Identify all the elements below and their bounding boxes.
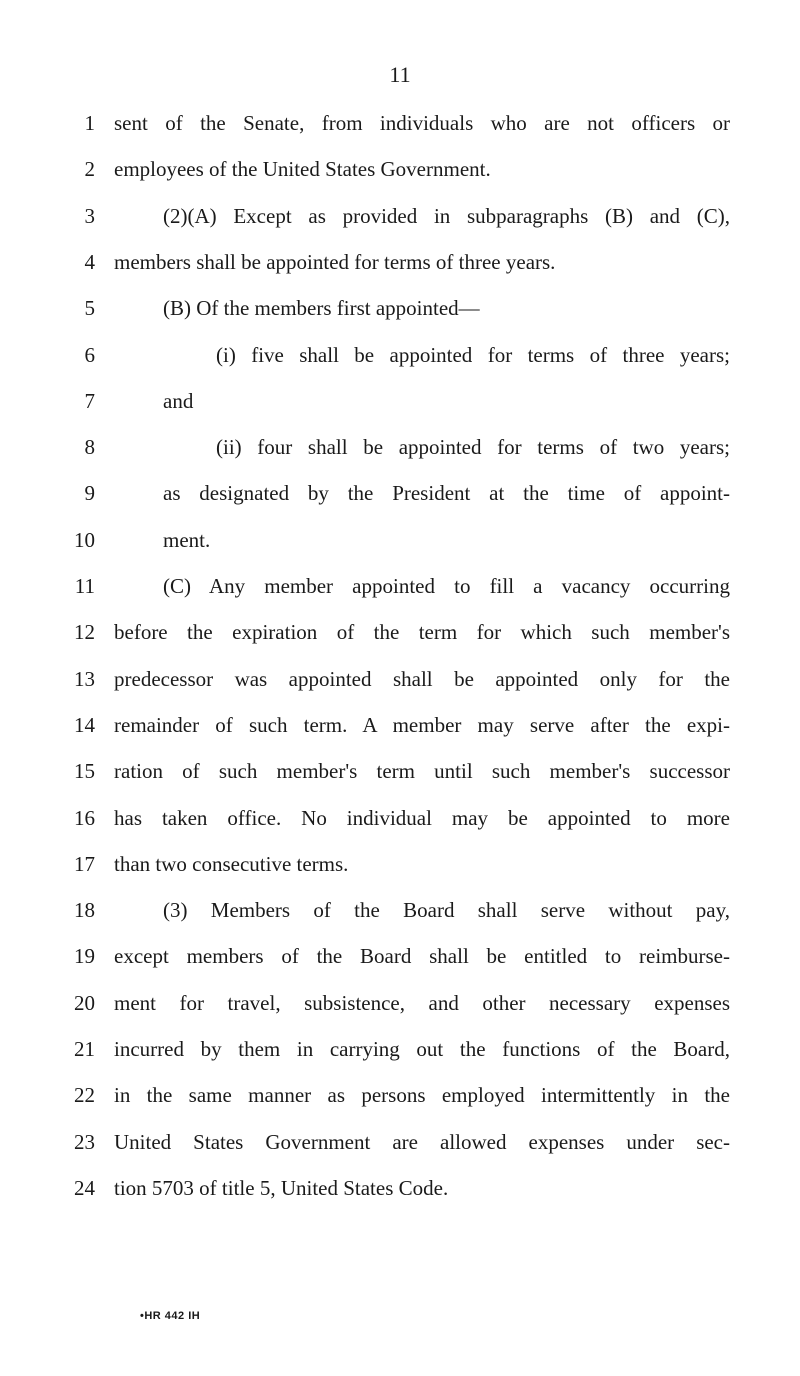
line-number: 17 bbox=[74, 851, 95, 876]
line-text: ment for travel, subsistence, and other necessary expenses bbox=[114, 990, 730, 1015]
line-number: 22 bbox=[74, 1083, 95, 1108]
bill-line bbox=[0, 756, 800, 786]
line-text: members shall be appointed for terms of three years. bbox=[114, 249, 556, 274]
line-number: 18 bbox=[74, 898, 95, 923]
line-text: remainder of such term. A member may serve after the expi- bbox=[114, 712, 730, 737]
line-number: 20 bbox=[74, 990, 95, 1015]
bill-line bbox=[0, 525, 800, 555]
line-text: (C) Any member appointed to fill a vacancy occurring bbox=[163, 574, 730, 598]
line-number: 10 bbox=[74, 527, 95, 552]
line-text: tion 5703 of title 5, United States Code. bbox=[114, 1175, 449, 1200]
bill-line bbox=[0, 941, 800, 971]
line-number: 14 bbox=[74, 712, 95, 737]
bill-line bbox=[0, 340, 800, 370]
bill-line bbox=[0, 571, 800, 601]
bill-line bbox=[0, 154, 800, 184]
line-text: United States Government are allowed expenses under sec- bbox=[114, 1129, 730, 1154]
line-number: 3 bbox=[84, 203, 95, 228]
line-text: (ii) four shall be appointed for terms of two years; bbox=[216, 435, 730, 460]
line-text: as designated by the President at the time of appoint- bbox=[163, 481, 730, 506]
line-text: (i) five shall be appointed for terms of three years; bbox=[216, 342, 730, 367]
page-number: 11 bbox=[389, 62, 411, 87]
line-text: and bbox=[163, 388, 194, 413]
line-text: ment. bbox=[163, 527, 211, 552]
line-number: 16 bbox=[74, 805, 95, 830]
line-text: has taken office. No individual may be appointed to more bbox=[114, 805, 730, 830]
line-number: 4 bbox=[84, 249, 95, 274]
bill-line bbox=[0, 1173, 800, 1203]
line-text: than two consecutive terms. bbox=[114, 851, 349, 876]
line-number: 24 bbox=[74, 1175, 95, 1200]
bill-line bbox=[0, 803, 800, 833]
line-text: in the same manner as persons employed intermittently in the bbox=[114, 1083, 730, 1108]
bill-line bbox=[0, 988, 800, 1018]
bill-line bbox=[0, 895, 800, 925]
bill-line bbox=[0, 1127, 800, 1157]
bill-line bbox=[0, 386, 800, 416]
line-number: 8 bbox=[84, 435, 95, 460]
line-number: 23 bbox=[74, 1129, 95, 1154]
line-number: 21 bbox=[74, 1037, 95, 1061]
line-text: predecessor was appointed shall be appointed only for the bbox=[114, 666, 730, 691]
line-text: except members of the Board shall be entitled to reimburse- bbox=[114, 944, 730, 969]
line-number: 7 bbox=[84, 388, 95, 413]
bill-line bbox=[0, 1080, 800, 1110]
line-number: 9 bbox=[84, 481, 95, 506]
line-text: sent of the Senate, from individuals who are not officers or bbox=[114, 111, 730, 135]
line-text: (2)(A) Except as provided in subparagraphs (B) and (C), bbox=[163, 203, 730, 228]
line-number: 13 bbox=[74, 666, 95, 691]
line-text: employees of the United States Government. bbox=[114, 157, 491, 182]
bill-line bbox=[0, 247, 800, 277]
line-number: 15 bbox=[74, 759, 95, 784]
bill-line bbox=[0, 432, 800, 462]
line-text: (B) Of the members first appointed— bbox=[163, 296, 480, 321]
line-text: (3) Members of the Board shall serve without pay, bbox=[163, 898, 730, 923]
line-text: ration of such member's term until such member's successor bbox=[114, 759, 730, 784]
bill-line bbox=[0, 1034, 800, 1064]
bill-line bbox=[0, 201, 800, 231]
bill-identifier: •HR 442 IH bbox=[140, 1310, 201, 1322]
line-text: incurred by them in carrying out the functions of the Board, bbox=[114, 1037, 730, 1061]
line-text: before the expiration of the term for which such member's bbox=[114, 620, 730, 645]
line-number: 11 bbox=[74, 574, 95, 598]
bill-line bbox=[0, 478, 800, 508]
line-number: 5 bbox=[84, 296, 95, 321]
bill-line bbox=[0, 293, 800, 323]
line-number: 2 bbox=[84, 157, 95, 182]
bill-line bbox=[0, 617, 800, 647]
bill-line bbox=[0, 710, 800, 740]
line-number: 6 bbox=[84, 342, 95, 367]
bill-line bbox=[0, 849, 800, 879]
bill-line bbox=[0, 664, 800, 694]
line-number: 19 bbox=[74, 944, 95, 969]
bill-line bbox=[0, 108, 800, 138]
line-number: 12 bbox=[74, 620, 95, 645]
line-number: 1 bbox=[84, 111, 95, 135]
